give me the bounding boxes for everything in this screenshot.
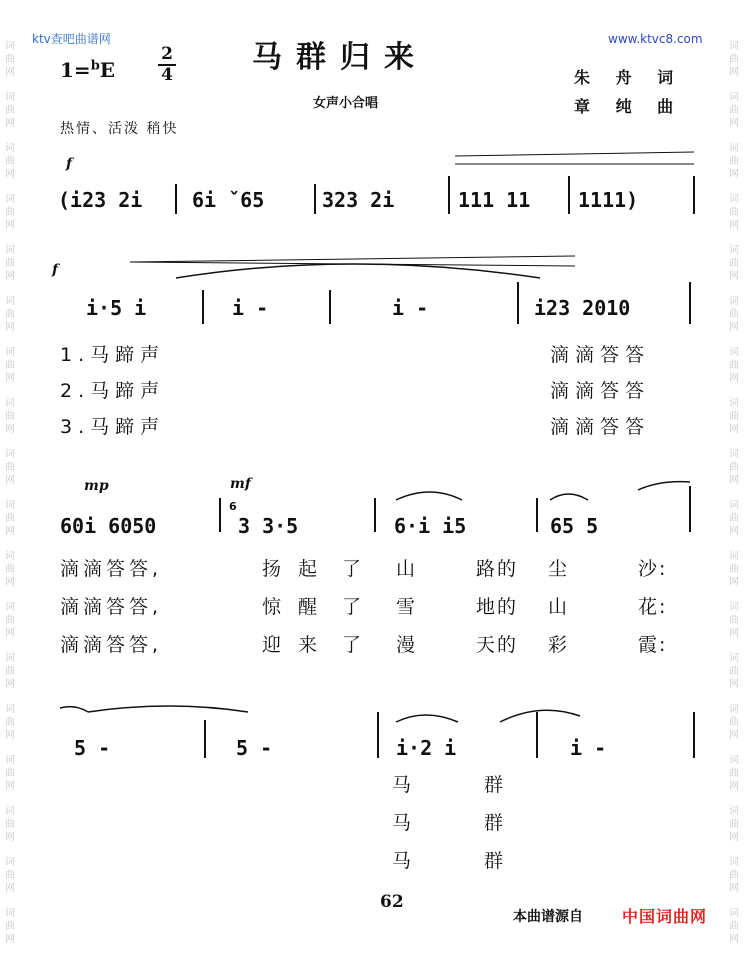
watermark-glyph: 曲 <box>729 156 739 167</box>
tie <box>60 707 88 712</box>
watermark-glyph: 词 <box>729 41 739 52</box>
watermark-glyph: 网 <box>729 373 739 384</box>
lyric-syllable: 山 <box>396 558 418 580</box>
watermark-glyph: 网 <box>5 679 15 690</box>
watermark-glyph: 网 <box>5 781 15 792</box>
lyric-syllable: 地的 <box>476 596 519 618</box>
verse-start: 3.马蹄声 <box>60 416 166 438</box>
watermark-glyph: 词 <box>5 194 15 205</box>
watermark-glyph: 网 <box>729 679 739 690</box>
lyric-syllable: 来 <box>298 634 320 656</box>
watermark-glyph: 曲 <box>5 360 15 371</box>
watermark-glyph: 曲 <box>5 564 15 575</box>
lyric-syllable: 起 <box>298 558 320 580</box>
watermark-glyph: 词 <box>5 755 15 766</box>
watermark-glyph: 网 <box>729 169 739 180</box>
measure: 6·i i5 <box>394 514 467 538</box>
measure: 1111) <box>578 188 639 212</box>
watermark-glyph: 曲 <box>5 717 15 728</box>
watermark-glyph: 词 <box>5 857 15 868</box>
watermark-glyph: 词 <box>729 806 739 817</box>
tempo-marking: 热情、活泼 稍快 <box>60 121 179 137</box>
watermark-glyph: 网 <box>5 577 15 588</box>
slur <box>396 492 462 500</box>
watermark-glyph: 曲 <box>729 819 739 830</box>
lyric-syllable: 雪 <box>396 596 418 618</box>
watermark-glyph: 词 <box>5 143 15 154</box>
lyric-syllable: 尘 <box>548 558 570 580</box>
watermark-glyph: 网 <box>5 628 15 639</box>
watermark-glyph: 曲 <box>5 54 15 65</box>
watermark-glyph: 网 <box>729 67 739 78</box>
key-note: E <box>99 58 116 82</box>
site-link[interactable]: 中国词曲网 <box>622 907 708 926</box>
watermark-glyph: 曲 <box>729 207 739 218</box>
lyric-syllable: 山 <box>548 596 570 618</box>
slur <box>396 715 458 722</box>
lyric-syllable: 群 <box>484 850 510 872</box>
watermark-glyph: 网 <box>5 67 15 78</box>
watermark-glyph: 曲 <box>729 666 739 677</box>
lyric-syllable: 了 <box>342 558 364 580</box>
verse-start: 1.马蹄声 <box>60 344 166 366</box>
watermark-glyph: 网 <box>5 730 15 741</box>
verse-end: 滴滴答答 <box>550 344 651 366</box>
watermark-glyph: 词 <box>5 41 15 52</box>
watermark-glyph: 网 <box>5 424 15 435</box>
watermark-glyph: 词 <box>729 296 739 307</box>
meter-bottom: 4 <box>161 65 173 85</box>
lyric-syllable: 迎 <box>262 634 284 656</box>
watermark-glyph: 曲 <box>5 207 15 218</box>
watermark-glyph: 曲 <box>5 615 15 626</box>
watermark-glyph: 词 <box>5 500 15 511</box>
watermark-glyph: 词 <box>729 449 739 460</box>
meter-top: 2 <box>161 44 173 64</box>
watermark-glyph: 词 <box>729 653 739 664</box>
watermark-glyph: 网 <box>5 934 15 945</box>
watermark-glyph: 词 <box>5 245 15 256</box>
verse-start: 2.马蹄声 <box>60 380 166 402</box>
watermark-glyph: 网 <box>5 883 15 894</box>
watermark-glyph: 词 <box>729 347 739 358</box>
measure: (i23 2i <box>58 188 143 212</box>
watermark-glyph: 曲 <box>729 717 739 728</box>
watermark-glyph: 词 <box>729 908 739 919</box>
lyricist-credit: 朱 舟 词 <box>574 68 684 87</box>
watermark-glyph: 曲 <box>5 462 15 473</box>
diminuendo-line <box>130 256 575 262</box>
measure: i·5 i <box>86 296 147 320</box>
lyric-syllable: 扬 <box>262 558 284 580</box>
verse-end: 滴滴答答 <box>550 416 651 438</box>
watermark-glyph: 词 <box>729 143 739 154</box>
lyric-syllable: 了 <box>342 634 364 656</box>
watermark-glyph: 网 <box>729 628 739 639</box>
dynamic-mf: mf <box>230 476 251 492</box>
source-label-right: www.ktvc8.com <box>608 32 703 46</box>
lyric-syllable: 惊 <box>262 596 284 618</box>
watermark-glyph: 词 <box>5 347 15 358</box>
watermark-glyph: 词 <box>729 755 739 766</box>
watermark-glyph: 曲 <box>729 462 739 473</box>
dynamic-mp: mp <box>84 478 109 494</box>
lyric-syllable: 沙: <box>638 558 668 580</box>
watermark-glyph: 网 <box>729 424 739 435</box>
dynamic-f: f <box>52 262 59 278</box>
watermark-glyph: 曲 <box>5 921 15 932</box>
measure: 3 3·5 <box>238 514 299 538</box>
measure: 6i ˇ65 <box>192 188 265 212</box>
watermark-glyph: 曲 <box>729 54 739 65</box>
watermark-glyph: 词 <box>729 92 739 103</box>
watermark-glyph: 词 <box>5 806 15 817</box>
watermark-glyph: 网 <box>729 526 739 537</box>
slur <box>550 494 588 500</box>
watermark-glyph: 曲 <box>729 615 739 626</box>
watermark-glyph: 曲 <box>5 819 15 830</box>
song-title: 马群归来 <box>252 40 428 75</box>
watermark-glyph: 网 <box>5 373 15 384</box>
watermark-glyph: 网 <box>5 271 15 282</box>
watermark-glyph: 网 <box>5 832 15 843</box>
watermark-glyph: 曲 <box>5 513 15 524</box>
measure: 5 - <box>74 736 111 760</box>
watermark-glyph: 网 <box>729 271 739 282</box>
key-prefix: 1= <box>60 58 91 82</box>
watermark-glyph: 词 <box>5 92 15 103</box>
lyric-syllable: 彩 <box>548 634 570 656</box>
lyric-syllable: 马 <box>392 774 418 796</box>
watermark-glyph: 网 <box>729 832 739 843</box>
lyric-syllable: 马 <box>392 850 418 872</box>
composer-credit: 章 纯 曲 <box>574 97 684 116</box>
watermark-glyph: 词 <box>5 398 15 409</box>
watermark-glyph: 曲 <box>729 921 739 932</box>
watermark-glyph: 网 <box>5 169 15 180</box>
measure: 111 11 <box>458 188 531 212</box>
watermark-glyph: 词 <box>5 296 15 307</box>
watermark-glyph: 词 <box>729 500 739 511</box>
watermark-glyph: 词 <box>729 602 739 613</box>
page-number: 62 <box>380 892 404 912</box>
lyric-syllable: 霞: <box>638 634 668 656</box>
watermark-glyph: 网 <box>729 934 739 945</box>
measure: i23 2010 <box>534 296 631 320</box>
watermark-glyph: 曲 <box>729 105 739 116</box>
watermark-glyph: 词 <box>729 857 739 868</box>
lyric-syllable: 滴滴答答, <box>60 596 163 618</box>
watermark-glyph: 网 <box>729 322 739 333</box>
watermark-glyph: 词 <box>5 908 15 919</box>
lyric-syllable: 滴滴答答, <box>60 558 163 580</box>
measure: 60i 6050 <box>60 514 157 538</box>
lyric-syllable: 了 <box>342 596 364 618</box>
slur <box>88 706 248 712</box>
watermark-glyph: 曲 <box>5 105 15 116</box>
grace-note: 6 <box>229 500 237 513</box>
watermark-glyph: 曲 <box>729 309 739 320</box>
watermark-glyph: 曲 <box>5 666 15 677</box>
tie <box>638 482 690 490</box>
watermark-glyph: 词 <box>729 245 739 256</box>
watermark-glyph: 曲 <box>729 360 739 371</box>
lyric-syllable: 天的 <box>476 634 519 656</box>
watermark-glyph: 曲 <box>729 768 739 779</box>
measure: i - <box>392 296 429 320</box>
watermark-glyph: 曲 <box>729 258 739 269</box>
lyric-syllable: 群 <box>484 774 510 796</box>
slur <box>500 710 580 722</box>
verse-end: 滴滴答答 <box>550 380 651 402</box>
watermark-glyph: 曲 <box>5 768 15 779</box>
dynamic-f: f <box>66 156 73 172</box>
song-subtitle: 女声小合唱 <box>313 96 379 111</box>
measure: i·2 i <box>396 736 457 760</box>
watermark-glyph: 网 <box>5 526 15 537</box>
watermark-glyph: 网 <box>729 118 739 129</box>
crescendo-line <box>455 152 694 156</box>
watermark-glyph: 词 <box>5 653 15 664</box>
watermark-glyph: 曲 <box>729 870 739 881</box>
watermark-glyph: 网 <box>5 220 15 231</box>
watermark-glyph: 曲 <box>729 564 739 575</box>
measure: i - <box>232 296 269 320</box>
watermark-glyph: 网 <box>729 883 739 894</box>
watermark-glyph: 词 <box>5 449 15 460</box>
watermark-glyph: 曲 <box>5 411 15 422</box>
measure: 65 5 <box>550 514 599 538</box>
lyric-syllable: 马 <box>392 812 418 834</box>
lyric-syllable: 滴滴答答, <box>60 634 163 656</box>
watermark-glyph: 词 <box>5 602 15 613</box>
slur <box>176 264 540 278</box>
watermark-glyph: 词 <box>5 551 15 562</box>
watermark-glyph: 网 <box>5 118 15 129</box>
lyric-syllable: 路的 <box>476 558 519 580</box>
measure: i - <box>570 736 607 760</box>
source-label-left: ktv查吧曲谱网 <box>32 32 111 46</box>
watermark-glyph: 曲 <box>5 258 15 269</box>
lyric-syllable: 醒 <box>298 596 320 618</box>
watermark-glyph: 网 <box>729 475 739 486</box>
watermark-glyph: 曲 <box>5 156 15 167</box>
measure: 5 - <box>236 736 273 760</box>
lyric-syllable: 花: <box>638 596 668 618</box>
lyric-syllable: 群 <box>484 812 510 834</box>
key-flat: b <box>90 58 100 74</box>
measure: 323 2i <box>322 188 395 212</box>
watermark-glyph: 词 <box>729 398 739 409</box>
watermark-glyph: 曲 <box>729 411 739 422</box>
watermark-glyph: 词 <box>729 704 739 715</box>
watermark-glyph: 网 <box>729 577 739 588</box>
watermark-glyph: 曲 <box>5 309 15 320</box>
watermark-glyph: 词 <box>729 194 739 205</box>
lyric-syllable: 漫 <box>396 634 418 656</box>
watermark-glyph: 词 <box>5 704 15 715</box>
watermark-glyph: 网 <box>5 322 15 333</box>
watermark-glyph: 曲 <box>729 513 739 524</box>
watermark-glyph: 词 <box>729 551 739 562</box>
watermark-glyph: 网 <box>729 730 739 741</box>
source-credit: 本曲谱源自 <box>513 909 583 925</box>
watermark-glyph: 网 <box>729 220 739 231</box>
watermark-glyph: 网 <box>5 475 15 486</box>
watermark-glyph: 网 <box>729 781 739 792</box>
watermark-glyph: 曲 <box>5 870 15 881</box>
